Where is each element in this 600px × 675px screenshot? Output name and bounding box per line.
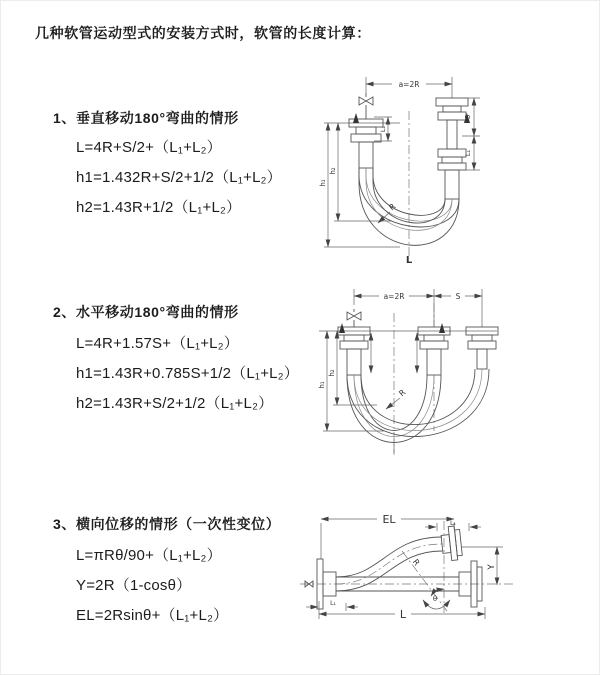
left-braided-hose bbox=[347, 349, 361, 375]
section-1-formula-h1: h1=1.432R+S/2+1/2（L₁+L₂） bbox=[76, 169, 282, 186]
direction-arrow bbox=[439, 323, 445, 333]
displaced-flange bbox=[440, 526, 462, 562]
section-1-formula-l: L=4R+S/2+（L₁+L₂） bbox=[76, 139, 222, 156]
dim-l1-left-label: L₁ bbox=[379, 125, 387, 133]
dimension-l bbox=[319, 601, 485, 621]
dim-l1-top-label: L₁ bbox=[450, 520, 456, 527]
middle-braided-hose bbox=[427, 349, 441, 375]
angle-theta bbox=[423, 589, 450, 609]
radius-leader bbox=[386, 388, 408, 409]
diagram-horizontal-180-bend bbox=[305, 283, 555, 463]
dim-y-label: Y bbox=[487, 564, 497, 570]
dimension-s bbox=[434, 292, 482, 301]
dimension-el bbox=[321, 513, 454, 559]
right-pipe-stub bbox=[477, 349, 487, 369]
diagram-vertical-180-bend bbox=[304, 71, 534, 269]
dimension-l1-right bbox=[461, 136, 480, 170]
dimension-h1 bbox=[318, 331, 385, 431]
direction-arrow bbox=[339, 323, 345, 333]
section-3-heading: 3、横向位移的情形（一次性变位） bbox=[53, 516, 281, 532]
dimension-span-2r bbox=[366, 77, 452, 98]
section-2-formula-h1: h1=1.43R+0.785S+1/2（L₁+L₂） bbox=[76, 365, 299, 382]
dim-l1-right-label: L₁ bbox=[464, 149, 472, 157]
dim-h2-label: h₂ bbox=[328, 369, 336, 377]
dimension-l1-left bbox=[306, 600, 358, 611]
section-2-heading: 2、水平移动180°弯曲的情形 bbox=[53, 304, 239, 320]
diagram-lateral-displacement bbox=[297, 501, 569, 636]
page-title: 几种软管运动型式的安装方式时，软管的长度计算： bbox=[35, 25, 371, 41]
dim-h1-label: h₁ bbox=[319, 179, 327, 187]
section-2-formula-h2: h2=1.43R+S/2+1/2（L₁+L₂） bbox=[76, 395, 274, 412]
valve-icon bbox=[359, 93, 373, 119]
dim-l1-left-label: L₁ bbox=[330, 600, 336, 607]
angle-label: θ bbox=[432, 595, 438, 603]
section-3-formula-el: EL=2Rsinθ+（L₁+L₂） bbox=[76, 607, 229, 624]
dim-l-label: L bbox=[399, 608, 407, 621]
dim-h2-label: h₂ bbox=[329, 167, 337, 175]
length-label: L bbox=[405, 255, 413, 266]
section-2-formula-l: L=4R+1.57S+（L₁+L₂） bbox=[76, 335, 239, 352]
dim-h1-label: h₁ bbox=[318, 381, 326, 389]
radius-label: R bbox=[387, 201, 398, 213]
middle-flange bbox=[418, 327, 450, 349]
dim-span-label: a=2R bbox=[383, 292, 405, 301]
dim-span-label: a=2R bbox=[398, 80, 420, 89]
radius-label: R bbox=[410, 557, 422, 568]
dimension-h2 bbox=[328, 331, 377, 405]
direction-arrow bbox=[353, 113, 359, 123]
left-braided-hose bbox=[359, 142, 373, 168]
dim-el-label: EL bbox=[382, 513, 396, 526]
dimension-s bbox=[462, 98, 480, 136]
right-flange-assembly bbox=[436, 98, 468, 170]
section-3-formula-l: L=πRθ/90+（L₁+L₂） bbox=[76, 547, 222, 564]
radius-label: R bbox=[397, 387, 408, 399]
right-braided-hose bbox=[445, 170, 459, 199]
dimension-h2 bbox=[329, 123, 392, 221]
section-1-formula-h2: h2=1.43R+1/2（L₁+L₂） bbox=[76, 199, 242, 216]
valve-icon bbox=[347, 309, 361, 327]
dim-s-label: S bbox=[464, 114, 472, 120]
u-bend-arcs bbox=[347, 369, 489, 443]
dimension-span-2r bbox=[354, 289, 482, 327]
dimension-l1-top bbox=[425, 520, 481, 531]
dimension-y bbox=[462, 547, 503, 585]
section-3-formula-y: Y=2R（1-cosθ） bbox=[76, 577, 192, 594]
right-flange bbox=[466, 327, 498, 349]
dim-s-label: S bbox=[455, 292, 461, 301]
section-1-heading: 1、垂直移动180°弯曲的情形 bbox=[53, 110, 239, 126]
